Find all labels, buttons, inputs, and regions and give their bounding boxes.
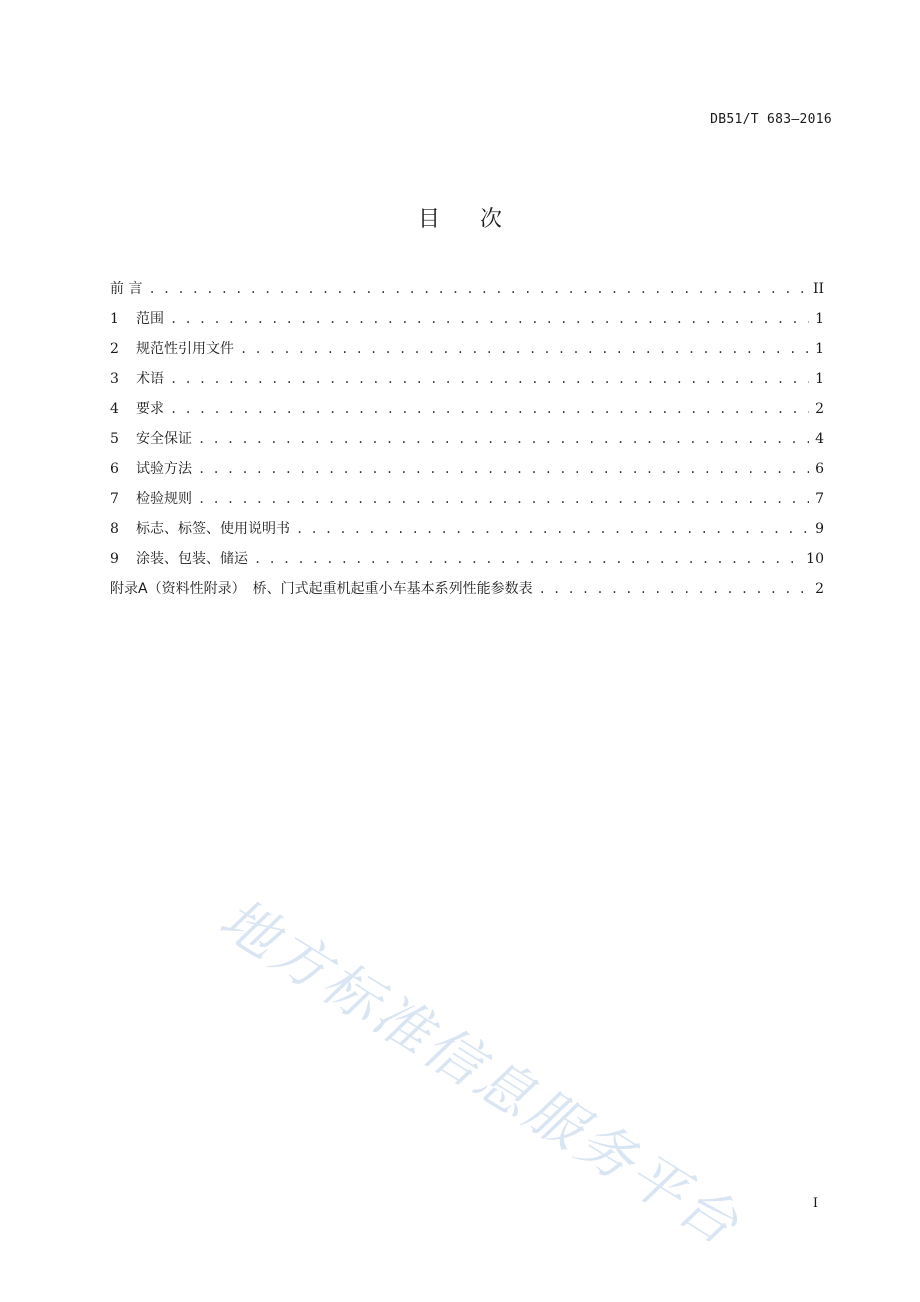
toc-entry-label bbox=[110, 368, 164, 390]
toc-entry-label: 前 言 bbox=[110, 281, 143, 297]
toc-leader-dots bbox=[198, 428, 809, 450]
toc-entry-number: 9 bbox=[110, 551, 119, 567]
toc-title-char-1: 目 bbox=[417, 207, 440, 232]
toc-entry-label bbox=[110, 308, 164, 330]
toc-entry-text: 试验方法 bbox=[136, 461, 192, 477]
toc-entry-number: 7 bbox=[110, 491, 119, 507]
toc-entry-appendix[interactable] bbox=[110, 578, 824, 608]
toc-leader-dots bbox=[170, 308, 809, 330]
toc-entry-text: 标志、标签、使用说明书 bbox=[136, 521, 290, 537]
toc-leader-dots bbox=[198, 488, 809, 510]
toc-entry-text: 要求 bbox=[136, 401, 164, 417]
toc-entry-label bbox=[110, 488, 192, 510]
toc-entry-text: 涂装、包装、储运 bbox=[136, 551, 248, 567]
toc-leader-dots bbox=[198, 458, 809, 480]
toc-entry[interactable] bbox=[110, 458, 824, 488]
toc-entry-label bbox=[110, 548, 248, 570]
toc-entry[interactable] bbox=[110, 338, 824, 368]
toc-entry-text: 检验规则 bbox=[136, 491, 192, 507]
toc-entry-number: 1 bbox=[110, 311, 119, 327]
toc-entry[interactable] bbox=[110, 278, 824, 308]
toc-entry[interactable] bbox=[110, 428, 824, 458]
toc-entry-page: 7 bbox=[815, 491, 824, 507]
toc-leader-dots bbox=[240, 338, 809, 360]
toc-entry-label: 附录A（资料性附录） 桥、门式起重机起重小车基本系列性能参数表 bbox=[110, 581, 533, 597]
page-number: I bbox=[812, 1196, 818, 1211]
toc-entry-number: 4 bbox=[110, 401, 119, 417]
toc-entry[interactable] bbox=[110, 518, 824, 548]
toc-entry-number: 8 bbox=[110, 521, 119, 537]
toc-entry-label bbox=[110, 338, 234, 360]
toc-entry-number: 2 bbox=[110, 341, 119, 357]
toc-entry[interactable] bbox=[110, 488, 824, 518]
toc-leader-dots bbox=[170, 368, 809, 390]
toc-entry-number: 3 bbox=[110, 371, 119, 387]
toc-entry[interactable] bbox=[110, 368, 824, 398]
toc-entry-number: 6 bbox=[110, 461, 119, 477]
toc-entry-text: 规范性引用文件 bbox=[136, 341, 234, 357]
table-of-contents bbox=[110, 278, 824, 608]
toc-entry-page: 4 bbox=[815, 431, 824, 447]
toc-entry[interactable] bbox=[110, 398, 824, 428]
toc-entry-text: 术语 bbox=[136, 371, 164, 387]
toc-entry-page: II bbox=[812, 281, 824, 297]
toc-leader-dots bbox=[296, 518, 809, 540]
toc-entry-page: 10 bbox=[806, 551, 824, 567]
toc-entry-page: 2 bbox=[815, 581, 824, 597]
document-code: DB51/T 683—2016 bbox=[710, 112, 832, 127]
toc-entry-label bbox=[110, 428, 192, 450]
toc-entry[interactable] bbox=[110, 308, 824, 338]
toc-entry-page: 6 bbox=[815, 461, 824, 477]
toc-leader-dots bbox=[170, 398, 809, 420]
toc-title bbox=[0, 202, 920, 233]
toc-entry-label bbox=[110, 398, 164, 420]
toc-leader-dots bbox=[148, 278, 806, 300]
toc-entry-page: 2 bbox=[815, 401, 824, 417]
toc-entry-text: 范围 bbox=[136, 311, 164, 327]
toc-entry[interactable] bbox=[110, 548, 824, 578]
toc-entry-number: 5 bbox=[110, 431, 119, 447]
toc-entry-text: 安全保证 bbox=[136, 431, 192, 447]
toc-leader-dots bbox=[539, 578, 810, 600]
toc-entry-page: 9 bbox=[815, 521, 824, 537]
watermark: 地方标准信息服务平台 bbox=[208, 886, 752, 1260]
toc-entry-page: 1 bbox=[815, 311, 824, 327]
toc-entry-label bbox=[110, 458, 192, 480]
toc-title-char-2: 次 bbox=[480, 207, 503, 232]
toc-leader-dots bbox=[254, 548, 800, 570]
toc-entry-page: 1 bbox=[815, 371, 824, 387]
toc-entry-page: 1 bbox=[815, 341, 824, 357]
toc-entry-label bbox=[110, 518, 290, 540]
